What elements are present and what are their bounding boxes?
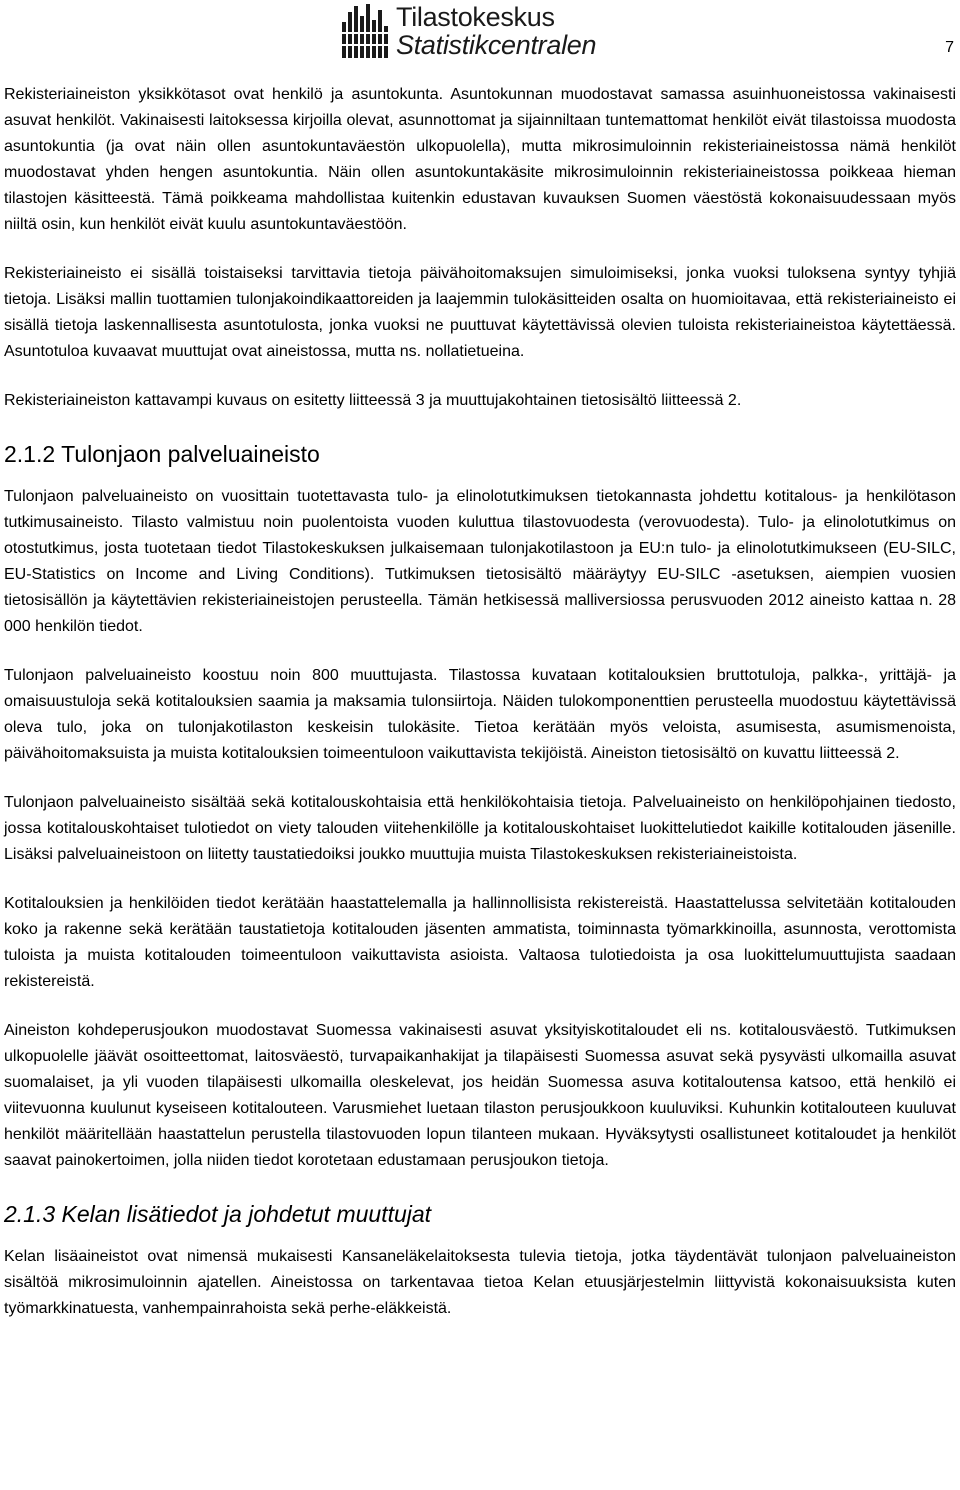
logo-text-swedish: Statistikcentralen — [396, 30, 597, 60]
page-body — [4, 82, 956, 1345]
paragraph-service-dataset-structure: Tulonjaon palveluaineisto sisältää sekä kotitalouskohtaisia että henkilökohtaisia tietoja. Palveluaineisto on henkilöpohjainen tiedosto, jossa kotitalouskohtaiset tulotiedot on viety talouden viitehenkilölle ja kotitalouskohtaiset luokittelutiedot kaikille kotitalouden jäsenille. Lisäksi palveluaineistoon on liitetty taustatiedoiksi joukko muuttujia muista Tilastokeskuksen rekisteriaineistoista. — [4, 794, 956, 863]
logo-text-finnish: Tilastokeskus — [396, 2, 555, 32]
paragraph-service-dataset-intro: Tulonjaon palveluaineisto on vuosittain tuotettavasta tulo- ja elinolotutkimuksen tietokannasta johdettu kotitalous- ja henkilötason tutkimusaineisto. Tilasto valmistuu noin puolentoista vuoden kuluttua tilastovuodesta (verovuodesta). Tulo- ja elinolotutkimus on otostutkimus, josta tuotetaan tiedot Tilastokeskuksen julkaisemaan tulonjakotilastoon ja EU:n tulo- ja elinolotutkimukseen (EU-SILC, EU-Statistics on Income and Living Conditions). Tutkimuksen tietosisältö määräytyy EU-SILC -asetuksen, aiempien vuosien tietosisällön ja käytettävien rekisteriaineistojen perusteella. Tämän hetkisessä malliversiossa perusvuoden 2012 aineisto kattaa n. 28 000 henkilön tiedot. — [4, 488, 956, 635]
section-heading-2-1-2: 2.1.2 Tulonjaon palveluaineisto — [4, 441, 320, 467]
paragraph-register-limitations: Rekisteriaineisto ei sisällä toistaiseksi tarvittavia tietoja päivähoitomaksujen simuloimiseksi, jonka vuoksi tuloksena syntyy tyhjiä tietoja. Lisäksi mallin tuottamien tulonjakoindikaattoreiden ja laajemmin tulokäsitteiden osalta on huomioitavaa, että rekisteriaineisto ei sisällä tietoja laskennallisesta asuntotulosta, jonka vuoksi ne puuttuvat käytettävissä olevien tuloista rekisteriaineistoa käytettäessä. Asuntotuloa kuvaavat muuttujat ovat aineistossa, mutta ns. nollatietueina. — [4, 265, 956, 360]
paragraph-data-collection: Kotitalouksien ja henkilöiden tiedot kerätään haastattelemalla ja hallinnollisista rekistereistä. Haastattelussa selvitetään kotitalouden koko ja rakenne sekä kerätään taustatietoja kotitalouden jäsenten ammatista, toiminnasta työmarkkinoilla, asunnosta, verottomista tuloista ja muista kotitalouden toimeentuloon vaikuttavista asioista. Valtaosa tulotiedoista ja osa luokittelumuuttujista saadaan rekistereistä. — [4, 895, 956, 990]
paragraph-kela-data: Kelan lisäaineistot ovat nimensä mukaisesti Kansaneläkelaitoksesta tulevia tietoja, jotka täydentävät tulonjaon palveluaineiston sisältöä mikrosimuloinnin ajatellen. Aineistossa on tarkentavaa tietoa Kelan etuusjärjestelmin liittyvistä kokonaisuuksista kuten työmarkkinatuesta, vanhempainrahoista sekä perhe-eläkkeistä. — [4, 1248, 956, 1317]
page-header — [340, 0, 630, 62]
paragraph-service-dataset-variables: Tulonjaon palveluaineisto koostuu noin 800 muuttujasta. Tilastossa kuvataan kotitalouksien bruttotuloja, palkka-, yrittäjä- ja omaisuustuloja sekä kotitalouksien saamia ja maksamia tulonsiirtoja. Näiden tulokomponenttien perusteella muodostuu käytettävissä oleva tulo, joka on tulonjakotilaston keskeisin tulokäsite. Tietoa kerätään myös veloista, asumisesta, asumismenoista, päivähoitomaksuista ja muista kotitalouksien toimeentuloon vaikuttavista tekijöistä. Aineiston tietosisältö on kuvattu liitteessä 2. — [4, 667, 956, 762]
statistics-finland-logo-icon — [340, 2, 392, 60]
section-heading-2-1-3: 2.1.3 Kelan lisätiedot ja johdetut muuttujat — [4, 1201, 432, 1227]
page-number: 7 — [945, 39, 954, 56]
paragraph-register-units: Rekisteriaineiston yksikkötasot ovat henkilö ja asuntokunta. Asuntokunnan muodostavat samassa asuinhuoneistossa vakinaisesti asuvat henkilöt. Vakinaisesti laitoksessa kirjoilla olevat, asunnottomat ja sijainniltaan tuntemattomat henkilöt eivät tilastoissa muodosta asuntokuntia (ja ovat näin ollen asuntokuntaväestön ulkopuolella), mutta mikrosimuloinnin rekisteriaineistossa nämä henkilöt muodostavat yhden hengen asuntokuntia. Näin ollen asuntokuntakäsite mikrosimuloinnin rekisteriaineistossa poikkeaa hieman tilastojen käsitteestä. Tämä poikkeama mahdollistaa kuitenkin edustavan kuvauksen Suomen väestöstä kokonaisuudessaan myös niiltä osin, kun henkilöt eivät kuulu asuntokuntaväestöön. — [4, 86, 956, 233]
paragraph-target-population: Aineiston kohdeperusjoukon muodostavat Suomessa vakinaisesti asuvat yksityiskotitaloudet eli ns. kotitalousväestö. Tutkimuksen ulkopuolelle jäävät osoitteettomat, laitosväestö, turvapaikanhakijat ja tilapäisesti Suomessa asuvat sekä pysyvästi ulkomailla asuvat suomalaiset, ja yli vuoden tilapäisesti ulkomailla oleskelevat, jos heidän Suomessa asuva kotitaloutensa katsoo, että henkilö ei viitevuonna kuulunut kyseiseen kotitalouteen. Varusmiehet luetaan tilaston perusjoukkoon kuuluviksi. Kuhunkin kotitalouteen kuuluvat henkilöt määritellään haastattelun perustella tilastovuoden lopun tilanteen mukaan. Hyväksytysti osallistuneet kotitaloudet ja henkilöt saavat painokertoimen, jolla niiden tiedot korotetaan edustamaan perusjoukon tietoja. — [4, 1022, 956, 1169]
paragraph-register-appendix: Rekisteriaineiston kattavampi kuvaus on esitetty liitteessä 3 ja muuttujakohtainen tietosisältö liitteessä 2. — [4, 392, 742, 409]
